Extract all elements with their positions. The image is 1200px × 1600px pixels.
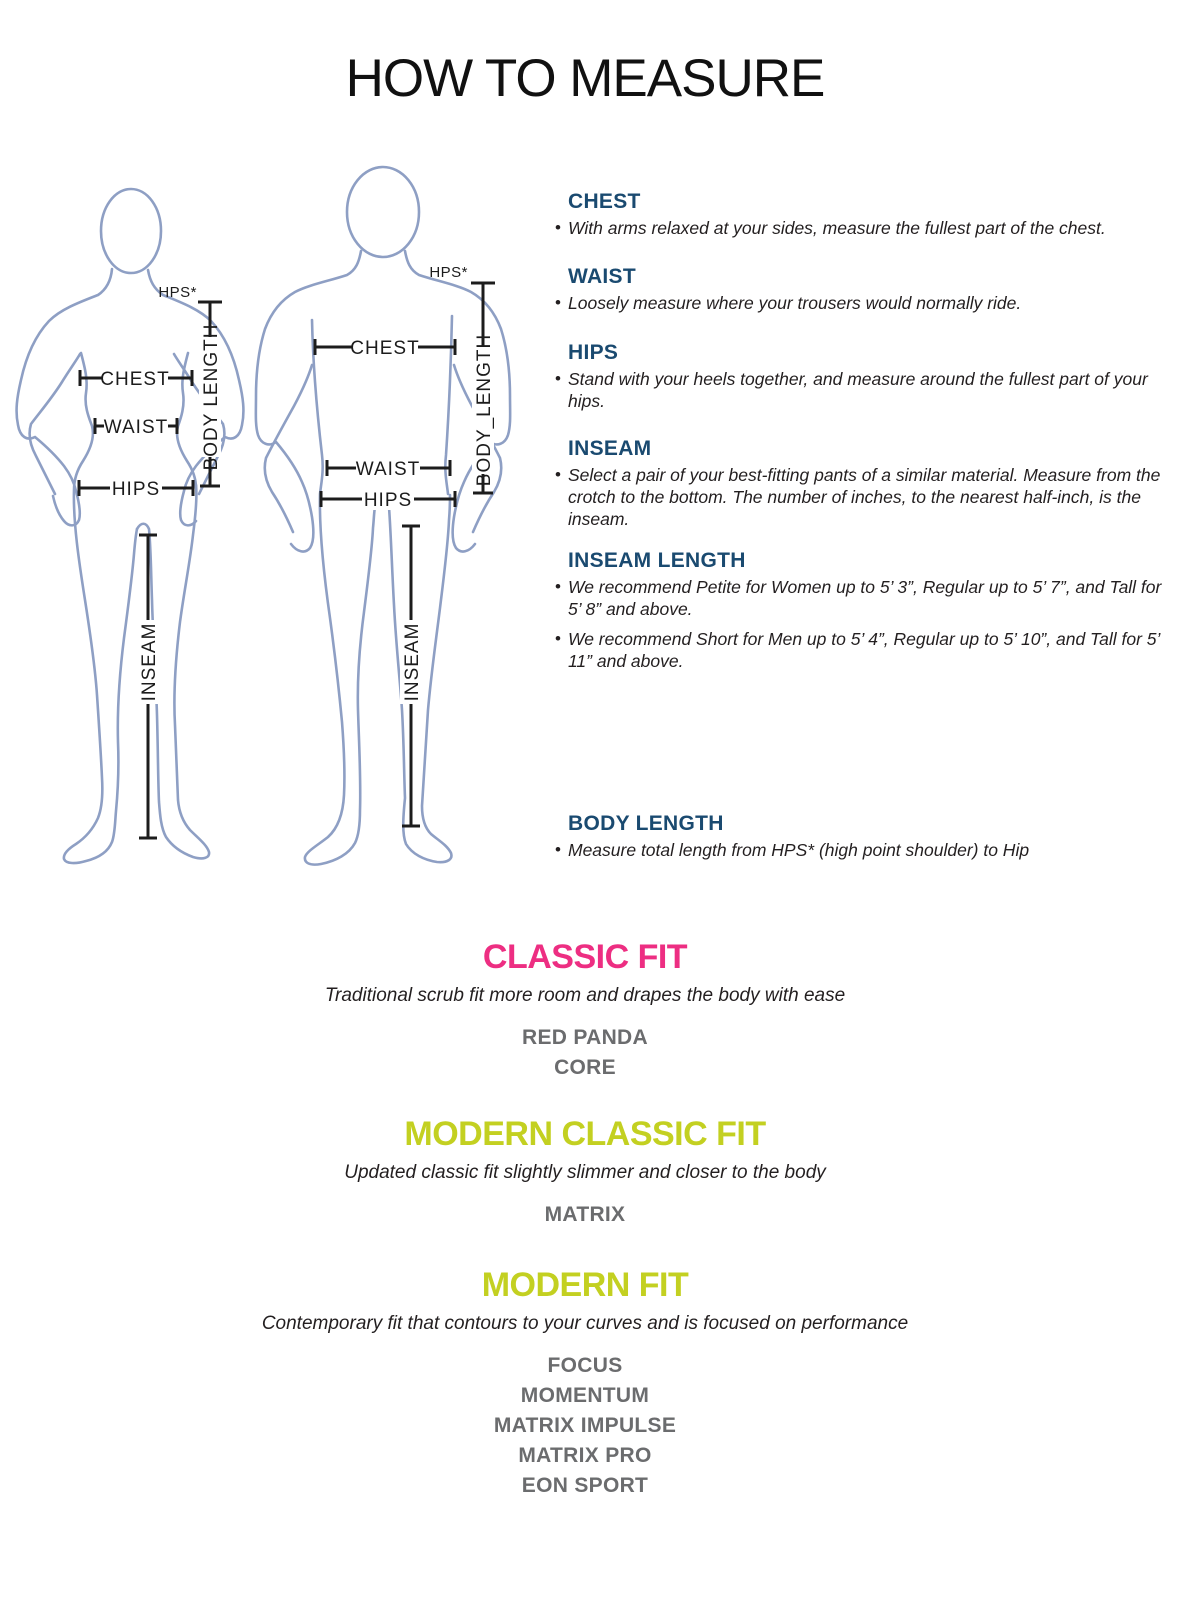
female-hps-label: HPS* bbox=[158, 284, 197, 301]
product-name: MOMENTUM bbox=[520, 1384, 650, 1407]
list-item bbox=[555, 576, 1163, 621]
section-inseam bbox=[555, 437, 1163, 531]
section-body-length-heading: BODY LENGTH bbox=[568, 812, 724, 836]
fit-classic bbox=[0, 938, 1170, 1083]
section-inseam-heading: INSEAM bbox=[568, 436, 652, 460]
product-name: EON SPORT bbox=[521, 1474, 649, 1497]
male-hps-label: HPS* bbox=[429, 264, 468, 281]
female-hips-label: HIPS bbox=[111, 479, 161, 500]
fit-modern-classic bbox=[0, 1115, 1170, 1230]
male-chest-measure bbox=[315, 336, 455, 359]
section-body-length-text: Measure total length from HPS* (high point shoulder) to Hip bbox=[568, 840, 1030, 861]
product-name: FOCUS bbox=[547, 1354, 623, 1377]
list-item bbox=[555, 464, 1163, 531]
section-inseam-text: Select a pair of your best-fitting pants of a similar material. Measure from the crotch to the bottom. The number of inches, to the nearest half-inch, is the inseam. bbox=[568, 464, 1161, 530]
fit-classic-description: Traditional scrub fit more room and drapes the body with ease bbox=[324, 985, 846, 1006]
bullet-icon: • bbox=[555, 576, 561, 596]
fit-modern-classic-title: MODERN CLASSIC FIT bbox=[404, 1115, 766, 1153]
section-inseam-length-text-men: We recommend Short for Men up to 5’ 4”, Regular up to 5’ 10”, and Tall for 5’ 11” and above. bbox=[568, 628, 1160, 671]
list-item bbox=[555, 839, 1163, 861]
female-body-length-label: BODY LENGTH bbox=[201, 323, 222, 471]
section-hips-heading: HIPS bbox=[568, 340, 619, 364]
measurement-instructions bbox=[555, 190, 1163, 869]
bullet-icon: • bbox=[555, 628, 561, 648]
fit-modern-title: MODERN FIT bbox=[481, 1266, 689, 1304]
page-title: HOW TO MEASURE bbox=[345, 49, 825, 108]
male-hips-measure bbox=[321, 488, 455, 511]
female-chest-label: CHEST bbox=[100, 369, 170, 390]
section-chest-text: With arms relaxed at your sides, measure the fullest part of the chest. bbox=[568, 218, 1106, 238]
section-hips bbox=[555, 341, 1163, 413]
female-chest-measure bbox=[80, 367, 192, 390]
section-inseam-length-text-women: We recommend Petite for Women up to 5’ 3”, Regular up to 5’ 7”, and Tall for 5’ 8” and above. bbox=[568, 576, 1162, 620]
fit-modern-products bbox=[0, 1351, 1170, 1501]
fit-modern-classic-description: Updated classic fit slightly slimmer and closer to the body bbox=[344, 1162, 826, 1183]
male-chest-label: CHEST bbox=[350, 338, 420, 359]
male-body-length-measure bbox=[429, 264, 495, 493]
section-waist-text: Loosely measure where your trousers would normally ride. bbox=[568, 293, 1022, 314]
fit-classic-products bbox=[0, 1023, 1170, 1083]
bullet-icon: • bbox=[555, 368, 561, 388]
female-inseam-label: INSEAM bbox=[139, 622, 160, 702]
product-name: MATRIX bbox=[544, 1203, 626, 1226]
male-waist-measure bbox=[327, 457, 450, 480]
fit-modern-description: Contemporary fit that contours to your curves and is focused on performance bbox=[261, 1313, 909, 1334]
body-measurement-diagram bbox=[0, 150, 540, 890]
product-name: MATRIX IMPULSE bbox=[493, 1414, 677, 1437]
bullet-icon: • bbox=[555, 293, 561, 313]
male-left-body-outline bbox=[305, 320, 375, 865]
fit-categories bbox=[0, 938, 1170, 1501]
section-waist bbox=[555, 265, 1163, 314]
section-waist-heading: WAIST bbox=[568, 265, 636, 289]
bullet-icon: • bbox=[555, 218, 561, 237]
product-name: RED PANDA bbox=[522, 1026, 648, 1049]
fit-classic-title: CLASSIC FIT bbox=[482, 938, 688, 976]
male-inseam-label: INSEAM bbox=[402, 622, 423, 702]
section-chest-heading: CHEST bbox=[568, 190, 641, 213]
female-waist-measure bbox=[95, 415, 177, 438]
section-inseam-length-heading: INSEAM LENGTH bbox=[568, 548, 746, 572]
section-chest bbox=[555, 190, 1163, 239]
product-name: CORE bbox=[554, 1056, 616, 1079]
section-hips-text: Stand with your heels together, and measure around the fullest part of your hips. bbox=[568, 368, 1148, 412]
female-inseam-measure bbox=[137, 535, 160, 838]
fit-modern-classic-products bbox=[0, 1200, 1170, 1230]
male-body-length-label: BODY_LENGTH bbox=[474, 333, 495, 487]
female-hips-measure bbox=[79, 477, 193, 500]
male-figure bbox=[256, 167, 510, 865]
product-name: MATRIX PRO bbox=[518, 1444, 652, 1467]
male-hips-label: HIPS bbox=[363, 490, 413, 511]
male-left-inner-arm-outline bbox=[265, 365, 312, 532]
male-waist-label: WAIST bbox=[355, 459, 421, 480]
list-item bbox=[555, 628, 1163, 673]
male-head-outline bbox=[347, 167, 419, 257]
female-waist-label: WAIST bbox=[103, 417, 169, 438]
list-item bbox=[555, 368, 1163, 413]
female-head-outline bbox=[101, 189, 161, 273]
section-inseam-length bbox=[555, 549, 1163, 673]
bullet-icon: • bbox=[555, 840, 561, 860]
fit-modern bbox=[0, 1266, 1170, 1501]
female-figure bbox=[17, 189, 244, 863]
list-item bbox=[555, 217, 1163, 239]
section-body-length bbox=[555, 812, 1163, 861]
male-left-arm-outline bbox=[256, 251, 361, 551]
list-item bbox=[555, 292, 1163, 314]
female-left-inner-arm-outline bbox=[30, 354, 80, 494]
bullet-icon: • bbox=[555, 464, 561, 484]
